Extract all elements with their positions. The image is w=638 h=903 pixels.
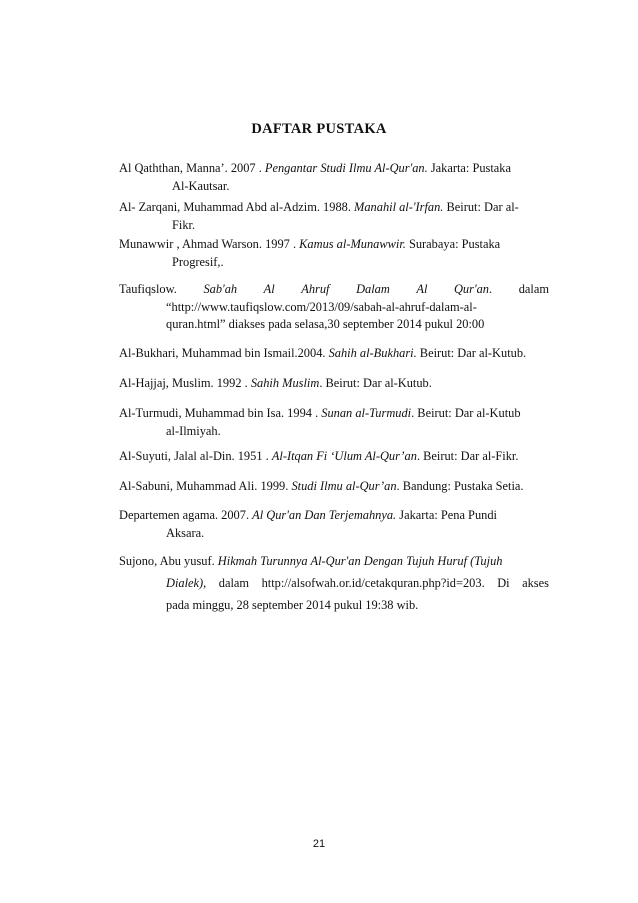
reference-line: Fikr. — [172, 217, 196, 232]
ref-text: Jakarta: Pena Pundi — [396, 508, 497, 522]
ref-text: dalam — [518, 282, 549, 296]
ref-title: Sab'ah — [203, 282, 238, 296]
reference-entry — [119, 507, 549, 542]
reference-line — [119, 160, 549, 178]
ref-text: Al-Bukhari, Muhammad bin Ismail.2004. — [119, 346, 329, 360]
reference-line — [119, 572, 549, 594]
reference-line — [119, 375, 549, 393]
ref-title: Studi Ilmu al-Qur’an — [291, 479, 397, 493]
ref-title-end — [454, 281, 492, 299]
reference-entry — [119, 478, 549, 496]
reference-url: “http://www.taufiqslow.com/2013/09/sabah-al-ahruf-dalam-al- — [166, 299, 477, 314]
reference-line: quran.html” diakses pada selasa,30 september 2014 pukul 20:00 — [166, 317, 485, 331]
reference-line — [119, 199, 549, 217]
reference-entry — [119, 405, 549, 440]
ref-title: Al-Itqan Fi ‘Ulum Al-Qur’an — [271, 449, 417, 463]
ref-text: Al-Suyuti, Jalal al-Din. 1951 . — [119, 449, 272, 463]
ref-title: Sahih Muslim — [250, 376, 320, 390]
ref-text: Al-Turmudi, Muhammad bin Isa. 1994 . — [119, 406, 322, 420]
reference-line — [119, 507, 549, 525]
reference-entry — [119, 199, 549, 234]
reference-entry — [119, 448, 549, 466]
reference-line — [119, 478, 549, 496]
page-title: DAFTAR PUSTAKA — [251, 121, 387, 137]
ref-text: . — [489, 282, 493, 296]
ref-text: . Bandung: Pustaka Setia. — [396, 479, 524, 493]
reference-line: pada minggu, 28 september 2014 pukul 19:38 wib. — [166, 598, 419, 612]
reference-line: Aksara. — [166, 525, 205, 540]
ref-text: Al- Zarqani, Muhammad Abd al-Adzim. 1988. — [119, 200, 355, 214]
ref-text: Di — [497, 576, 510, 590]
reference-line — [119, 345, 549, 363]
reference-line — [119, 281, 549, 299]
ref-title: Sunan al-Turmudi — [321, 406, 412, 420]
reference-url: http://alsofwah.or.id/cetakquran.php?id=203. — [261, 576, 485, 590]
reference-line: al-Ilmiyah. — [166, 423, 221, 438]
reference-entry — [119, 236, 549, 271]
ref-text: . Beirut: Dar al-Fikr. — [416, 449, 519, 463]
ref-title: Ahruf — [301, 282, 330, 296]
ref-text: Beirut: Dar al- — [443, 200, 519, 214]
page-number: 21 — [312, 838, 326, 850]
ref-title: Al Qur'an Dan Terjemahnya. — [252, 508, 397, 522]
reference-line — [119, 448, 549, 466]
ref-text: Taufiqslow. — [119, 282, 177, 296]
ref-title: Kamus al-Munawwir. — [299, 237, 406, 251]
ref-text: Departemen agama. 2007. — [119, 508, 253, 522]
ref-text: Beirut: Dar al-Kutub. — [416, 346, 527, 360]
ref-title: Dialek), — [166, 576, 207, 590]
reference-line — [119, 550, 549, 572]
reference-entry — [119, 375, 549, 393]
ref-title: Hikmah Turunnya Al-Qur'an Dengan Tujuh Huruf (Tujuh — [217, 554, 503, 568]
ref-text: Al-Sabuni, Muhammad Ali. 1999. — [119, 479, 292, 493]
reference-entry — [119, 345, 549, 363]
ref-text: Surabaya: Pustaka — [405, 237, 501, 251]
ref-text: Al-Hajjaj, Muslim. 1992 . — [119, 376, 251, 390]
ref-text: Jakarta: Pustaka — [427, 161, 511, 175]
ref-title: Qur'an — [453, 282, 489, 296]
ref-text: akses — [522, 576, 549, 590]
reference-entry — [119, 160, 549, 195]
ref-text: . Beirut: Dar al-Kutub — [411, 406, 521, 420]
reference-entry — [119, 281, 549, 334]
ref-text: . Beirut: Dar al-Kutub. — [319, 376, 432, 390]
ref-text: Sujono, Abu yusuf. — [119, 554, 218, 568]
reference-line — [119, 236, 549, 254]
ref-text: dalam — [218, 576, 250, 590]
ref-title: Al — [416, 282, 428, 296]
ref-title: Al — [263, 282, 275, 296]
ref-title: Dalam — [356, 282, 390, 296]
ref-text: Munawwir , Ahmad Warson. 1997 . — [119, 237, 300, 251]
reference-line — [119, 405, 549, 423]
reference-line: Progresif,. — [172, 254, 224, 269]
ref-title: Pengantar Studi Ilmu Al-Qur'an. — [264, 161, 428, 175]
ref-title: Sahih al-Bukhari. — [328, 346, 417, 360]
reference-entry — [119, 550, 549, 616]
ref-text: Al Qaththan, Manna’. 2007 . — [119, 161, 265, 175]
ref-title: Manahil al-'Irfan. — [354, 200, 444, 214]
reference-line: Al-Kautsar. — [172, 178, 230, 193]
